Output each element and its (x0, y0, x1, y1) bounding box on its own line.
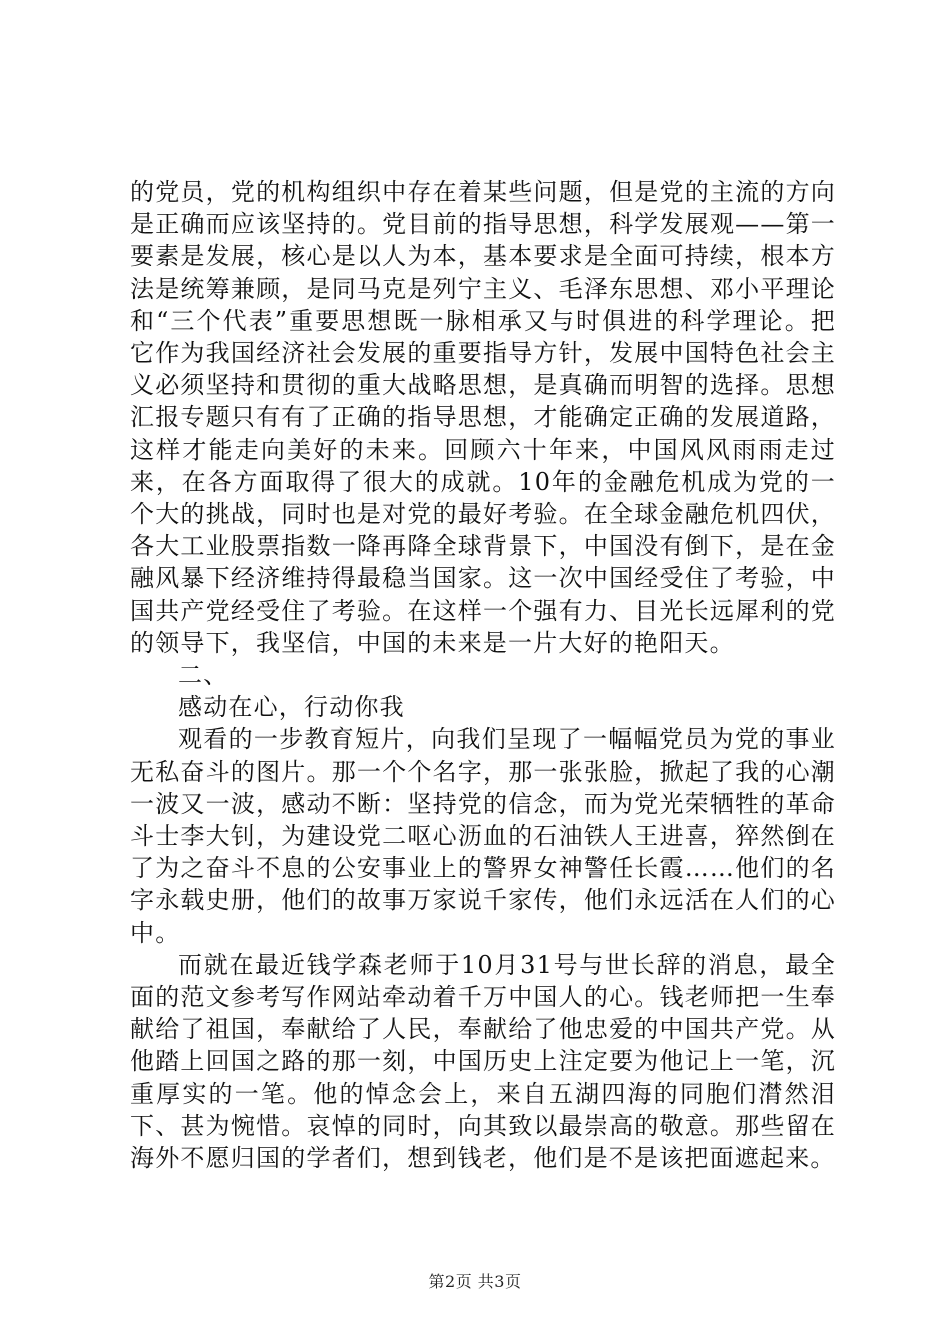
page-footer: 第2页 共3页 (428, 1272, 522, 1291)
paragraph-short-film: 观看的一步教育短片，向我们呈现了一幅幅党员为党的事业无私奋斗的图片。那一个个名字，那一张张脸，掀起了我的心潮一波又一波，感动不断：坚持党的信念，而为党光荣牺牲的革命斗士李大钊，为建设党二呕心沥血的石油铁人王进喜，猝然倒在了为之奋斗不息的公安事业上的警界女神警任长霞……他们的名字永载史册，他们的故事万家说千家传，他们永远活在人们的心中。 (130, 725, 836, 947)
paragraph-qian-xuesen: 而就在最近钱学森老师于10月31号与世长辞的消息，最全面的范文参考写作网站牵动着千万中国人的心。钱老师把一生奉献给了祖国，奉献给了人民，奉献给了他忠爱的中国共产党。从他踏上回国之路的那一刻，中国历史上注定要为他记上一笔，沉重厚实的一笔。他的悼念会上，来自五湖四海的同胞们潸然泪下、甚为惋惜。哀悼的同时，向其致以最崇高的敬意。那些留在海外不愿归国的学者们，想到钱老，他们是不是该把面遮起来。 (130, 950, 836, 1173)
paragraph-continuation: 的党员，党的机构组织中存在着某些问题，但是党的主流的方向是正确而应该坚持的。党目前的指导思想，科学发展观——第一要素是发展，核心是以人为本，基本要求是全面可持续，根本方法是统筹兼顾，是同马克是列宁主义、毛泽东思想、邓小平理论和“三个代表”重要思想既一脉相承又与时俱进的科学理论。把它作为我国经济社会发展的重要指导方针，发展中国特色社会主义必须坚持和贯彻的重大战略思想，是真确而明智的选择。思想汇报专题只有有了正确的指导思想，才能确定正确的发展道路，这样才能走向美好的未来。回顾六十年来，中国风风雨雨走过来，在各方面取得了很大的成就。10年的金融危机成为党的一个大的挑战，同时也是对党的最好考验。在全球金融危机四伏，各大工业股票指数一降再降全球背景下，中国没有倒下，是在金融风暴下经济维持得最稳当国家。这一次中国经受住了考验，中国共产党经受住了考验。在这样一个强有力、目光长远犀利的党的领导下，我坚信，中国的未来是一片大好的艳阳天。 (130, 178, 836, 657)
section-number: 二、 (178, 661, 229, 690)
document-body (130, 176, 836, 1174)
section-heading: 感动在心，行动你我 (178, 693, 405, 722)
